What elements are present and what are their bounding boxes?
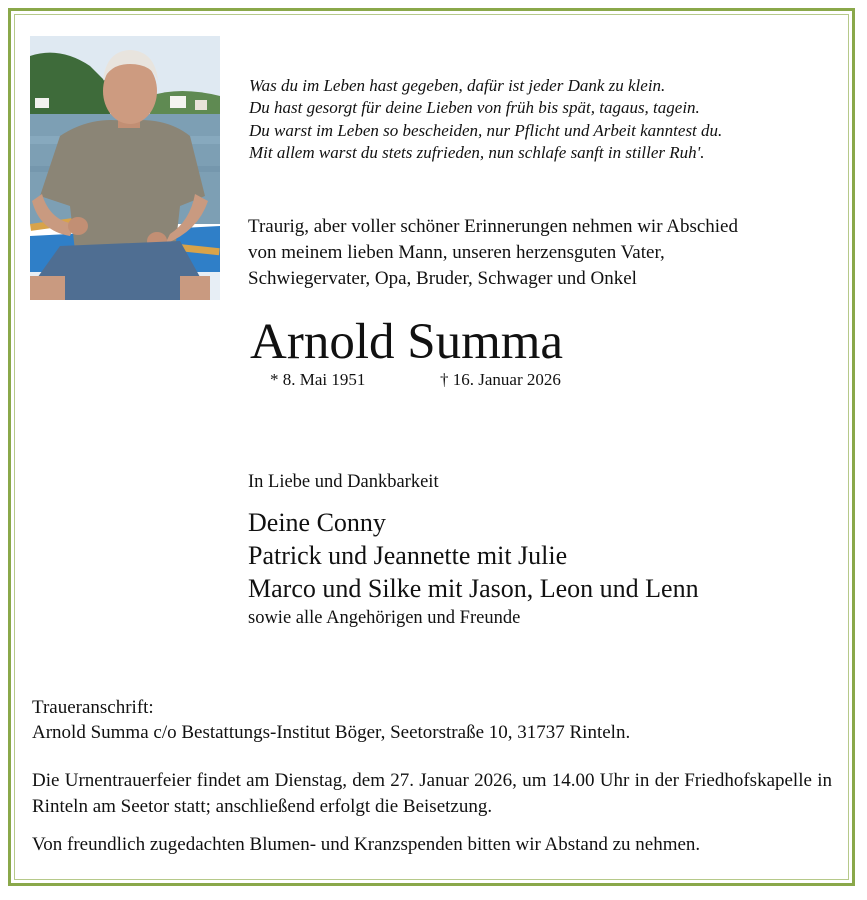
address-text: Arnold Summa c/o Bestattungs-Institut Böger, Seetorstraße 10, 31737 Rinteln.	[32, 722, 631, 743]
mourner-name: Deine Conny	[248, 508, 386, 537]
portrait-photo	[30, 36, 220, 300]
birth-date: * 8. Mai 1951	[270, 370, 366, 389]
intro-line: von meinem lieben Mann, unseren herzensguten Vater,	[248, 242, 665, 263]
mourner-name: Marco und Silke mit Jason, Leon und Lenn	[248, 574, 699, 603]
intro-line: Traurig, aber voller schöner Erinnerungen nehmen wir Abschied	[248, 216, 738, 237]
mourners-intro: In Liebe und Dankbarkeit	[248, 472, 439, 492]
poem-line: Mit allem warst du stets zufrieden, nun schlafe sanft in stiller Ruh'.	[249, 143, 705, 163]
intro-line: Schwiegervater, Opa, Bruder, Schwager und Onkel	[248, 268, 637, 289]
poem-line: Was du im Leben hast gegeben, dafür ist jeder Dank zu klein.	[249, 76, 666, 95]
ceremony-text: Die Urnentrauerfeier findet am Dienstag, dem 27. Januar 2026, um 14.00 Uhr in der Friedhofskapelle in Rinteln am Seetor statt; anschließend erfolgt die Beisetzung.	[32, 770, 832, 817]
poem-line: Du hast gesorgt für deine Lieben von früh bis spät, tagaus, tagein.	[249, 98, 700, 118]
mourners-others: sowie alle Angehörigen und Freunde	[248, 608, 521, 628]
death-date: † 16. Januar 2026	[440, 370, 561, 389]
address-label: Traueranschrift:	[32, 697, 154, 718]
poem	[249, 75, 722, 165]
intro-text	[248, 214, 738, 292]
poem-line: Du warst im Leben so bescheiden, nur Pflicht und Arbeit kanntest du.	[249, 120, 723, 140]
flowers-note: Von freundlich zugedachten Blumen- und Kranzspenden bitten wir Abstand zu nehmen.	[32, 834, 701, 855]
deceased-name: Arnold Summa	[250, 314, 564, 370]
mourner-name: Patrick und Jeannette mit Julie	[248, 541, 568, 570]
mourners-list	[248, 506, 699, 605]
